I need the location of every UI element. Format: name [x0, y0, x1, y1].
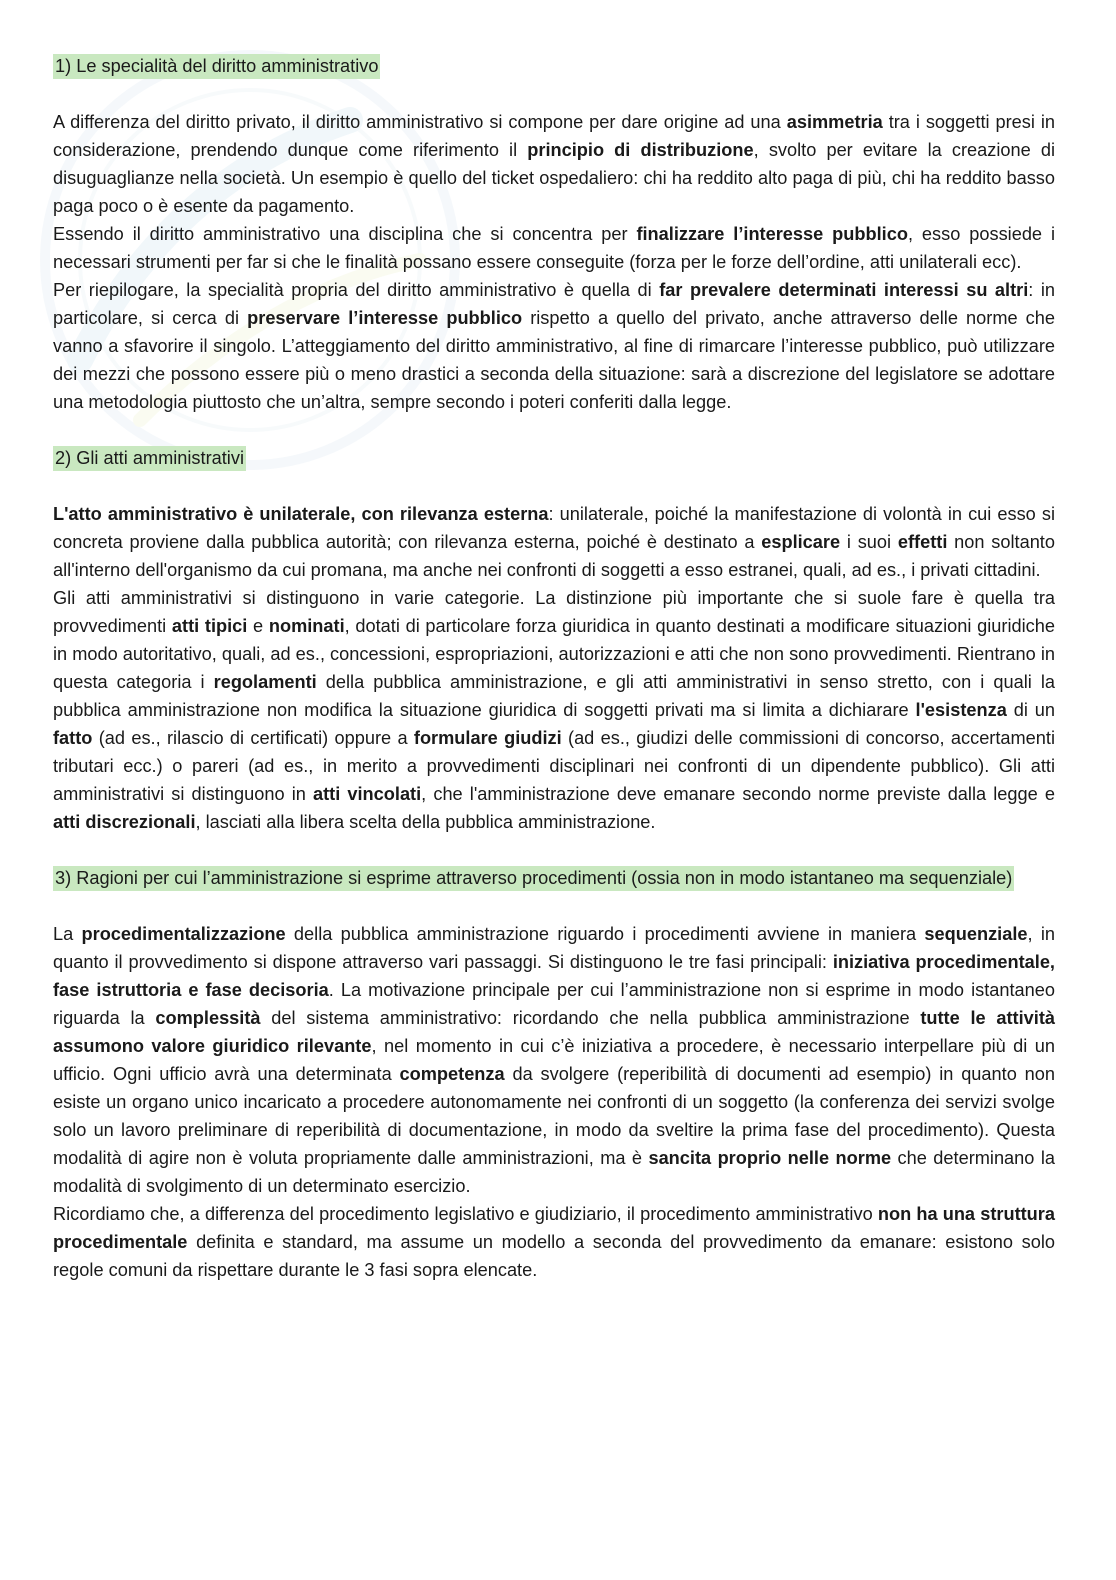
paragraph [53, 276, 1055, 416]
text-run: : unilaterale, poiché la manifestazione di volontà in cui esso si concreta proviene dalla pubblica autorità; con rilevanza esterna, poiché è destinato a [53, 504, 1055, 552]
text-run: che determinano la modalità di svolgimento di un determinato esercizio. [53, 1148, 1055, 1196]
bold-text: formulare giudizi [413, 728, 562, 748]
bold-text: nominati [268, 616, 345, 636]
text-run: Essendo il diritto amministrativo una disciplina che si concentra per [53, 224, 637, 244]
spacer [53, 836, 1055, 864]
section-heading: 3) Ragioni per cui l’amministrazione si esprime attraverso procedimenti (ossia non in modo istantaneo ma sequenziale) [53, 866, 1014, 891]
text-run: . La motivazione principale per cui l’amministrazione non si esprime in modo istantaneo riguarda la [53, 980, 1056, 1028]
bold-text: atti vincolati [312, 784, 422, 804]
paragraph [53, 920, 1055, 1200]
bold-text: finalizzare l’interesse pubblico [636, 224, 908, 244]
text-run: della pubblica amministrazione, e gli atti amministrativi in senso stretto, con i quali la pubblica amministrazione non modifica la situazione giuridica di soggetti privati ma si limita a dichiarare [53, 672, 1055, 720]
spacer [53, 892, 1055, 920]
bold-text: fatto [53, 728, 93, 748]
text-run: , svolto per evitare la creazione di disuguaglianze nella società. Un esempio è quello del ticket ospedaliero: chi ha reddito alto paga di più, chi ha reddito basso paga poco o è esente da pagamento. [53, 140, 1055, 216]
bold-text: competenza [399, 1064, 505, 1084]
text-run: (ad es., giudizi delle commissioni di concorso, accertamenti tributari ecc.) o pareri (ad es., in merito a provvedimenti disciplinari nei confronti di un dipendente pubblico). Gli atti amministrativi si distinguono in [53, 728, 1056, 804]
bold-text: non ha una struttura procedimentale [53, 1204, 1055, 1252]
spacer [53, 80, 1055, 108]
text-run: Ricordiamo che, a differenza del procedimento legislativo e giudiziario, il procedimento amministrativo [53, 1204, 878, 1224]
bold-text: L'atto amministrativo è unilaterale, con rilevanza esterna [53, 504, 549, 524]
bold-text: atti tipici [171, 616, 248, 636]
text-run: Per riepilogare, la specialità propria del diritto amministrativo è quella di [53, 280, 660, 300]
bold-text: sequenziale [924, 924, 1028, 944]
text-run: , nel momento in cui c’è iniziativa a procedere, è necessario interpellare più di un ufficio. Ogni ufficio avrà una determinata [53, 1036, 1055, 1084]
bold-text: procedimentalizzazione [81, 924, 286, 944]
section-heading-wrap [53, 864, 1055, 892]
text-run: della pubblica amministrazione riguardo i procedimenti avviene in maniera [285, 924, 925, 944]
bold-text: complessità [155, 1008, 261, 1028]
text-run: del sistema amministrativo: ricordando che nella pubblica amministrazione [260, 1008, 921, 1028]
bold-text: tutte le attività assumono valore giuridico rilevante [53, 1008, 1056, 1056]
bold-text: principio di distribuzione [527, 140, 754, 160]
bold-text: l'esistenza [915, 700, 1007, 720]
section-heading-wrap [53, 52, 1055, 80]
paragraph [53, 220, 1055, 276]
text-run: non soltanto all'interno dell'organismo da cui promana, ma anche nei confronti di soggetti a esso estranei, quali, ad es., i privati cittadini. [53, 532, 1055, 580]
text-run: (ad es., rilascio di certificati) oppure a [92, 728, 414, 748]
text-run: , che l'amministrazione deve emanare secondo norme previste dalla legge e [421, 784, 1055, 804]
bold-text: effetti [897, 532, 948, 552]
section-2 [53, 444, 1055, 864]
paragraph [53, 584, 1055, 836]
section-heading: 2) Gli atti amministrativi [53, 446, 246, 471]
bold-text: iniziativa procedimentale, fase istruttoria e fase decisoria [53, 952, 1055, 1000]
bold-text: preservare l’interesse pubblico [247, 308, 523, 328]
text-run: definita e standard, ma assume un modello a seconda del provvedimento da emanare: esistono solo regole comuni da rispettare durante le 3 fasi sopra elencate. [53, 1232, 1055, 1280]
bold-text: regolamenti [213, 672, 317, 692]
section-1 [53, 52, 1055, 444]
text-run: rispetto a quello del privato, anche attraverso delle norme che vanno a sfavorire il singolo. L’atteggiamento del diritto amministrativo, al fine di rimarcare l’interesse pubblico, può utilizzare dei mezzi che possono essere più o meno drastici a seconda della situazione: sarà a discrezione del legislatore se adottare una metodologia piuttosto che un’altra, sempre secondo i poteri conferiti dalla legge. [53, 308, 1056, 412]
paragraph [53, 500, 1055, 584]
text-run: , lasciati alla libera scelta della pubblica amministrazione. [195, 812, 656, 832]
text-run: , esso possiede i necessari strumenti per far si che le finalità possano essere conseguite (forza per le forze dell’ordine, atti unilaterali ecc). [53, 224, 1055, 272]
bold-text: sancita proprio nelle norme [648, 1148, 892, 1168]
text-run: , dotati di particolare forza giuridica in quanto destinati a modificare situazioni giuridiche in modo autoritativo, quali, ad es., concessioni, espropriazioni, autorizzazioni e atti che non sono provvedimenti. Rientrano in questa categoria i [53, 616, 1055, 692]
section-heading-wrap [53, 444, 1055, 472]
text-run: tra i soggetti presi in considerazione, prendendo dunque come riferimento il [53, 112, 1055, 160]
spacer [53, 416, 1055, 444]
section-3 [53, 864, 1055, 1284]
bold-text: atti discrezionali [53, 812, 196, 832]
text-run: La [53, 924, 82, 944]
paragraph [53, 108, 1055, 220]
text-run: di un [1006, 700, 1055, 720]
text-run: , in quanto il provvedimento si dispone attraverso vari passaggi. Si distinguono le tre fasi principali: [53, 924, 1055, 972]
bold-text: esplicare [761, 532, 841, 552]
text-run: A differenza del diritto privato, il diritto amministrativo si compone per dare origine ad una [53, 112, 787, 132]
paragraph [53, 1200, 1055, 1284]
text-run: i suoi [840, 532, 898, 552]
spacer [53, 472, 1055, 500]
text-run: : in particolare, si cerca di [53, 280, 1056, 328]
bold-text: far prevalere determinati interessi su altri [659, 280, 1029, 300]
text-run: e [247, 616, 269, 636]
bold-text: asimmetria [786, 112, 883, 132]
document-body [53, 52, 1055, 1284]
text-run: Gli atti amministrativi si distinguono in varie categorie. La distinzione più importante che si suole fare è quella tra provvedimenti [53, 588, 1055, 636]
section-heading: 1) Le specialità del diritto amministrativo [53, 54, 380, 79]
text-run: da svolgere (reperibilità di documenti ad esempio) in quanto non esiste un organo unico incaricato a procedere autonomamente nei confronti di un soggetto (la conferenza dei servizi svolge solo un lavoro preliminare di reperibilità di documentazione, in modo da sveltire la prima fase del procedimento). Questa modalità di agire non è voluta propriamente dalle amministrazioni, ma è [53, 1064, 1055, 1168]
